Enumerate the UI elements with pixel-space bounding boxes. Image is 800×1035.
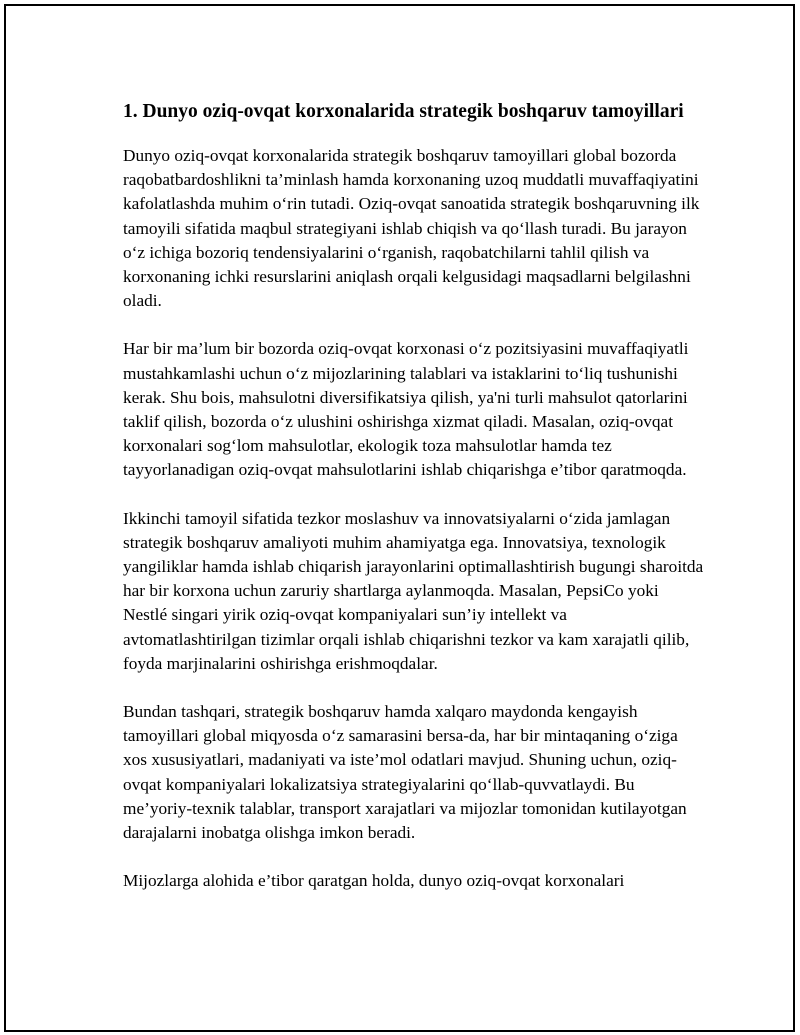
paragraph-4: Bundan tashqari, strategik boshqaruv hamda xalqaro maydonda kengayish tamoyillari global miqyosda o‘z samarasini bersa-da, har bir mintaqaning o‘ziga xos xususiyatlari, madaniyati va iste’mol odatlari mavjud. Shuning uchun, oziq-ovqat kompaniyalari lokalizatsiya strategiyalarini qo‘llab-quvvatlaydi. Bu me’yoriy-texnik talablar, transport xarajatlari va mijozlar tomonidan kutilayotgan darajalarni inobatga olishga imkon beradi. [123,702,687,843]
document-body [119,98,704,917]
paragraph-3: Ikkinchi tamoyil sifatida tezkor moslashuv va innovatsiyalarni o‘zida jamlagan strategik boshqaruv amaliyoti muhim ahamiyatga ega. Innovatsiya, texnologik yangiliklar hamda ishlab chiqarish jarayonlarini optimallashtirish bugungi sharoitda har bir korxona uchun zaruriy shartlarga aylanmoqda. Masalan, PepsiCo yoki Nestlé singari yirik oziq-ovqat kompaniyalari sun’iy intellekt va avtomatlashtirilgan tizimlar orqali ishlab chiqarishni tezkor va kam xarajatli qilib, foyda marjinalarini oshirishga erishmoqdalar. [123,508,704,673]
paragraph-5: Mijozlarga alohida e’tibor qaratgan holda, dunyo oziq-ovqat korxonalari [123,871,625,891]
page-frame [4,4,795,1032]
section-heading: 1. Dunyo oziq-ovqat korxonalarida strategik boshqaruv tamoyillari [123,101,684,122]
paragraph-2: Har bir ma’lum bir bozorda oziq-ovqat korxonasi o‘z pozitsiyasini muvaffaqiyatli mustahkamlashi uchun o‘z mijozlarining talablari va istaklarini to‘liq tushunishi kerak. Shu bois, mahsulotni diversifikatsiya qilish, ya'ni turli mahsulot qatorlarini taklif qilish, bozorda o‘z ulushini oshirishga xizmat qiladi. Masalan, oziq-ovqat korxonalari sog‘lom mahsulotlar, ekologik toza mahsulotlar hamda tez tayyorlanadigan oziq-ovqat mahsulotlarini ishlab chiqarishga e’tibor qaratmoqda. [123,339,689,480]
paragraph-1: Dunyo oziq-ovqat korxonalarida strategik boshqaruv tamoyillari global bozorda raqobatbardoshlikni ta’minlash hamda korxonaning uzoq muddatli muvaffaqiyatini kafolatlashda muhim o‘rin tutadi. Oziq-ovqat sanoatida strategik boshqaruvning ilk tamoyili sifatida maqbul strategiyani ishlab chiqish va qo‘llash turadi. Bu jarayon o‘z ichiga bozoriq tendensiyalarini o‘rganish, raqobatchilarni tahlil qilish va korxonaning ichki resurslarini aniqlash orqali kelgusidagi maqsadlarni belgilashni oladi. [123,146,700,311]
